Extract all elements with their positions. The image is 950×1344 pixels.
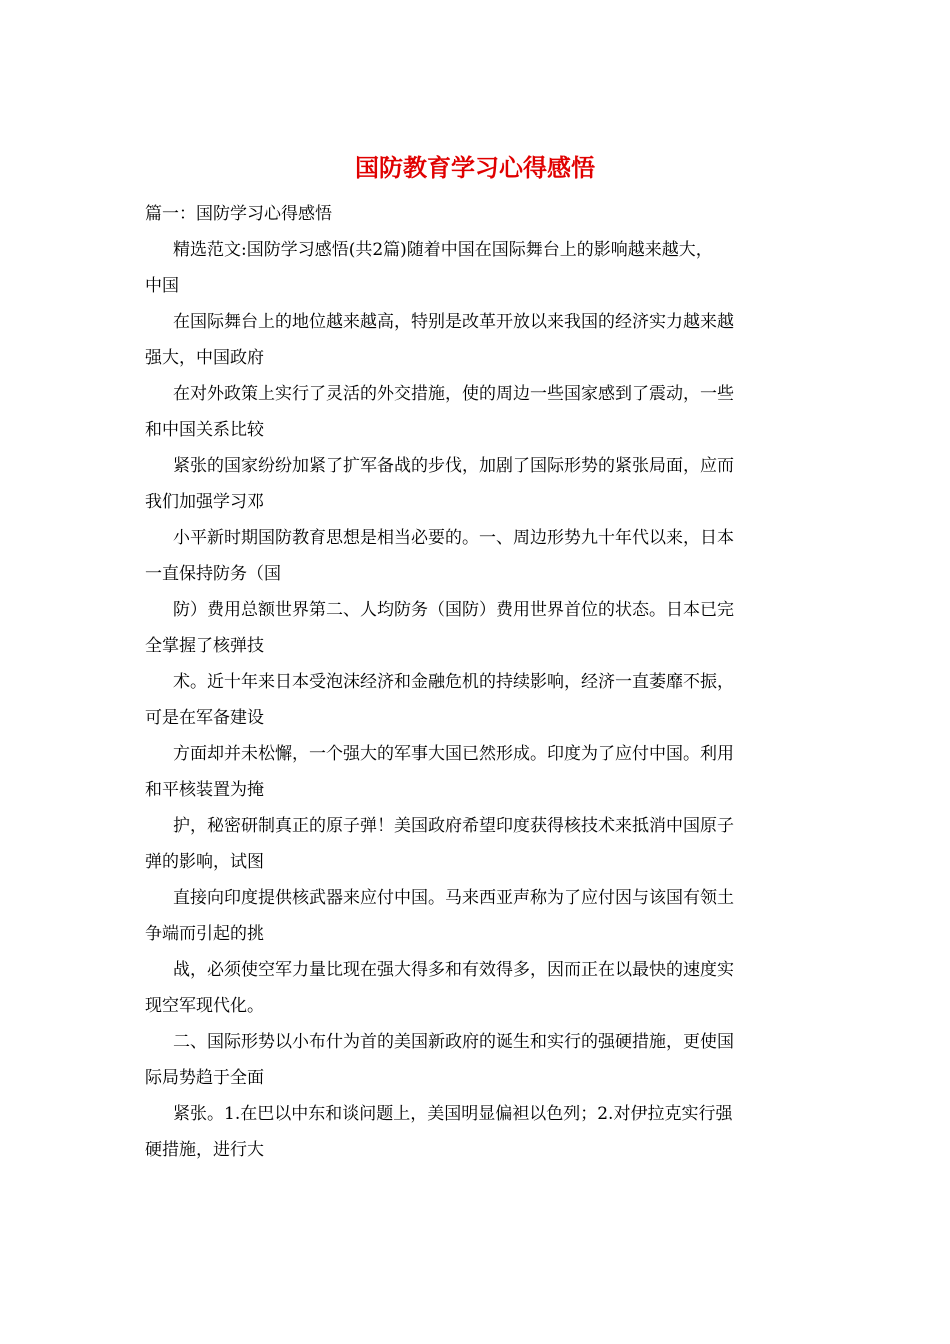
document-body [145,196,810,1168]
paragraph-line: 强大，中国政府 [145,348,264,368]
paragraph-line: 紧张的国家纷纷加紧了扩军备战的步伐，加剧了国际形势的紧张局面，应而 [173,456,734,476]
paragraph-line: 我们加强学习邓 [145,492,264,512]
paragraph-line: 一直保持防务（国 [145,564,281,584]
paragraph-line: 术。近十年来日本受泡沫经济和金融危机的持续影响，经济一直萎靡不振， [173,672,734,692]
paragraph-line: 可是在军备建设 [145,708,264,728]
section-heading: 篇一：国防学习心得感悟 [145,204,332,224]
paragraph-line: 硬措施，进行大 [145,1140,264,1160]
paragraph-line: 全掌握了核弹技 [145,636,264,656]
paragraph-line: 护，秘密研制真正的原子弹！美国政府希望印度获得核技术来抵消中国原子 [173,816,734,836]
paragraph-line: 精选范文:国防学习感悟(共2篇)随着中国在国际舞台上的影响越来越大， [173,240,713,260]
paragraph-line: 二、国际形势以小布什为首的美国新政府的诞生和实行的强硬措施，更使国 [173,1032,734,1052]
paragraph-line: 战，必须使空军力量比现在强大得多和有效得多，因而正在以最快的速度实 [173,960,734,980]
paragraph-line: 防）费用总额世界第二、人均防务（国防）费用世界首位的状态。日本已完 [173,600,734,620]
paragraph-line: 现空军现代化。 [145,996,264,1016]
paragraph-line: 争端而引起的挑 [145,924,264,944]
document-title: 国防教育学习心得感悟 [355,153,595,182]
paragraph-line: 直接向印度提供核武器来应付中国。马来西亚声称为了应付因与该国有领土 [173,888,734,908]
paragraph-line: 紧张。1.在巴以中东和谈问题上，美国明显偏袒以色列；2.对伊拉克实行强 [173,1104,733,1124]
paragraph-line: 在国际舞台上的地位越来越高，特别是改革开放以来我国的经济实力越来越 [173,312,734,332]
paragraph-line: 在对外政策上实行了灵活的外交措施，使的周边一些国家感到了震动，一些 [173,384,734,404]
paragraph-line: 际局势趋于全面 [145,1068,264,1088]
paragraph-line: 弹的影响，试图 [145,852,264,872]
paragraph-line: 和平核装置为掩 [145,780,264,800]
paragraph-line: 小平新时期国防教育思想是相当必要的。一、周边形势九十年代以来，日本 [173,528,734,548]
paragraph-line: 方面却并未松懈，一个强大的军事大国已然形成。印度为了应付中国。利用 [173,744,734,764]
paragraph-line: 和中国关系比较 [145,420,264,440]
paragraph-line: 中国 [145,276,179,296]
